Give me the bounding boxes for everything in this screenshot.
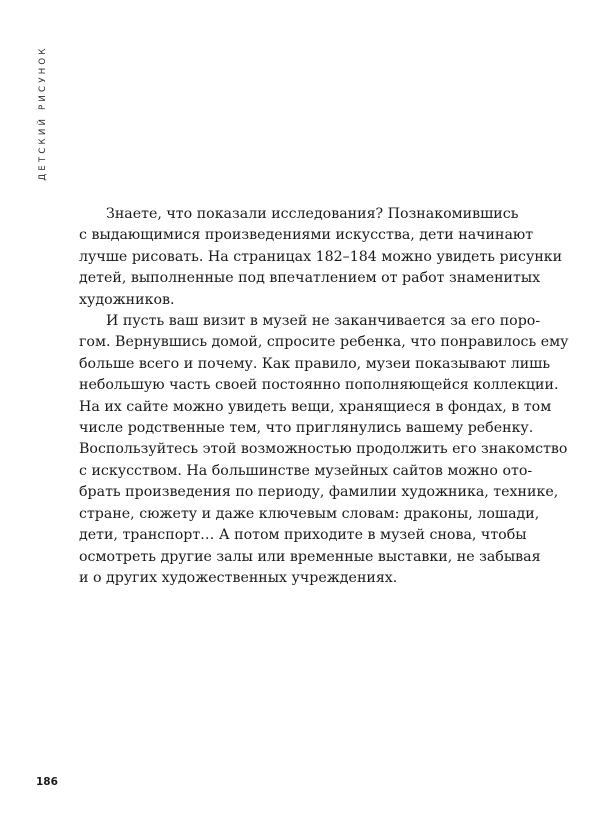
text-line: И пусть ваш визит в музей не заканчивается за его поро- <box>106 313 541 330</box>
running-head <box>36 38 50 188</box>
body-text <box>79 204 569 589</box>
text-line: гом. Вернувшись домой, спросите ребенка, что понравилось ему <box>79 334 569 351</box>
text-line: и о других художественных учреждениях. <box>79 569 398 586</box>
running-head-text: ДЕТСКИЙ РИСУНОК <box>38 45 48 181</box>
page-number: 186 <box>36 776 58 788</box>
text-line: Знаете, что показали исследования? Познакомившись <box>106 206 519 222</box>
text-line: детей, выполненные под впечатлением от работ знаменитых <box>79 270 541 287</box>
text-line: небольшую часть своей постоянно пополняющейся коллекции. <box>79 377 559 394</box>
text-line: с искусством. На большинстве музейных сайтов можно ото- <box>79 462 533 479</box>
text-line: На их сайте можно увидеть вещи, хранящиеся в фондах, в том <box>79 398 552 415</box>
text-line: с выдающимися произведениями искусства, дети начинают <box>79 227 534 244</box>
text-line: брать произведения по периоду, фамилии художника, технике, <box>79 484 559 501</box>
text-line: больше всего и почему. Как правило, музеи показывают лишь <box>79 355 551 372</box>
text-line: осмотреть другие залы или временные выставки, не забывая <box>79 548 541 565</box>
text-line: Воспользуйтесь этой возможностью продолжить его знакомство <box>79 441 568 458</box>
text-line: дети, транспорт… А потом приходите в музей снова, чтобы <box>79 527 527 544</box>
text-line: художников. <box>79 291 175 308</box>
text-line: стране, сюжету и даже ключевым словам: драконы, лошади, <box>79 505 540 522</box>
paragraph-2 <box>79 311 569 589</box>
text-line: числе родственные тем, что приглянулись вашему ребенку. <box>79 420 534 437</box>
paragraph-1 <box>79 204 563 311</box>
text-line: лучше рисовать. На страницах 182–184 можно увидеть рисунки <box>79 248 563 265</box>
